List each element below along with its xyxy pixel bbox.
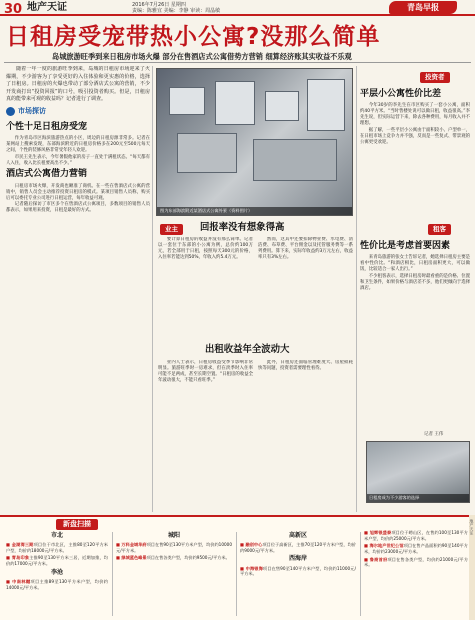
subheadline: 岛城旅游旺季到来日租房市场火爆 部分在售酒店式公寓借势方营销 细算经济账其实收益不乐观 xyxy=(52,52,352,61)
headline: 日租房受宠带热小公寓?没那么简单 xyxy=(6,24,381,50)
subtitle-income-fluctuation: 出租收益年全波动大 xyxy=(205,344,290,355)
right-column-top xyxy=(360,86,470,216)
issue-date: 2016年7月26日 星期四 xyxy=(132,2,186,8)
listing-item: ■ 旭辉银盛泰项目位于崂山区，在售约100至130平方米户型，均价约25000元/平方米。 xyxy=(364,530,468,541)
side-strip xyxy=(469,515,475,620)
paragraph: 业内人士表示，日租房收益受季节影响非常明显。旅游旺季时一房难求，但在淡季时入住率可能不足两成，甚至长期空置。“日租房的收益全年波动很大，不能只看旺季。” xyxy=(158,360,253,383)
left-column xyxy=(6,66,150,512)
section-name: 地产天证 xyxy=(27,2,67,13)
district-heading: 高新区 xyxy=(288,532,307,539)
window-shape xyxy=(169,87,205,115)
listing-item: ■ 中南林樾项目主推89至130平方米户型，均价约14000元/平方米。 xyxy=(6,578,108,590)
subtitle-daily-rental: 个性十足日租房受宠 xyxy=(6,121,88,132)
mid-column-1 xyxy=(158,237,253,337)
paragraph: 要计算日租房的收益并没有那么简单。记者以一套位于东部的小公寓为例，总价约100万元，若全部用于日租，按照每天300元的价格，入住率若能达到50%，年收入约5.4万元。 xyxy=(158,237,253,260)
tag-tenant: 租客 xyxy=(428,224,451,235)
right-column-bottom xyxy=(360,238,470,438)
subtitle-return-rate: 回报率没有想象得高 xyxy=(200,222,285,233)
column-divider xyxy=(152,66,153,512)
tag-owner: 业主 xyxy=(160,224,183,235)
column-divider xyxy=(112,532,113,616)
side-strip-label: 地产天证 xyxy=(469,519,475,535)
subtitle-cost-performance: 性价比是考虑首要因素 xyxy=(360,241,451,251)
page-header xyxy=(0,0,475,16)
column-divider xyxy=(360,532,361,616)
district-heading: 李沧 xyxy=(50,568,63,576)
paragraph: 日租房市场火爆，开发商也瞅准了商机。在一些在售酒店式公寓的营销中，销售人员会主动推荐投资日租房的模式。某项目销售人员称，购买后可以委托专业公司进行日租运营，每年收益可观。 xyxy=(6,183,150,201)
tag-bullet-icon xyxy=(6,107,15,116)
newspaper-logo: 青岛早报 xyxy=(389,1,457,14)
window-shape xyxy=(307,79,345,131)
paragraph: 然而，这其中还要扣除物业费、水电费、清洁费、布草费、平台佣金以及托管服务费等一系列费用。算下来，实际年收益约3万元左右，收益率只有3%左右。 xyxy=(258,237,353,260)
listing-item: ■ 海尔地产世纪公馆项目在售产品面积约90至140平方米，均价约23000元/平方米。 xyxy=(364,543,468,555)
photo-caption: 日租房成为不少游客的选择 xyxy=(367,494,469,502)
byline: 记者 王伟 xyxy=(424,432,444,437)
window-shape xyxy=(177,133,237,173)
listing-item: ■ 万科金域华府项目在售90至130平方米户型，均价约10000元/平方米。 xyxy=(116,542,232,553)
paragraph: 作为青岛市区海滨旅游热点的小区，周边的日租房源非常多。记者在某网站上搜索发现，东部海滨附近的日租房价格多在200元至500元每天之间，个性的装修风格非常受年轻人欢迎。 xyxy=(6,135,150,153)
window-shape xyxy=(265,91,299,121)
secondary-photo xyxy=(366,441,470,503)
listing-item: ■ 鲁商首府项目在售各类户型，均价约21000元/平方米。 xyxy=(364,556,468,568)
listing-item: ■ 中海银海项目在售90至140平方米户型，均价约11000元/平方米。 xyxy=(240,565,356,577)
subtitle-hotel-apartment: 酒店式公寓借力营销 xyxy=(6,169,88,180)
paragraph: 来青岛旅游的张女士告诉记者，她选择日租房主要是看中性价比。“和酒店相比，日租房面积更大，可以做饭，比较适合一家人出行。” xyxy=(360,255,470,273)
listings-column-4 xyxy=(364,530,468,618)
column-divider xyxy=(356,66,357,512)
paragraph: 市民王先生表示，今年暑假他家的房子一直处于满租状态。“每天都有人入住，收入比长租要高出不少。” xyxy=(6,154,150,166)
listing-item: ■ 绿城蓝色峰景项目在售各类户型，均价约9500元/平方米。 xyxy=(116,555,230,561)
paragraph: 记者随后探访了市区多个在售酒店式公寓项目，多数项目的销售人员都表示，如果用来投资，日租是最好的方式。 xyxy=(6,202,150,214)
section-tag-market: 市场探访 xyxy=(6,107,46,116)
intro-paragraph: 随着一年一度的旅游旺季到来，岛城的日租房市场迎来了火爆期，不少游客为了享受更好的入住体验和更实惠的价格，选择了日租房。日租房的火爆也带动了部分酒店式公寓的营销，不少开发商打出“投资回报”的口号，吸引投资者购买。但是，日租房真的能带来可观的收益吗？记者进行了调查。 xyxy=(6,66,150,102)
divider xyxy=(4,62,471,63)
listings-column-1 xyxy=(6,530,108,618)
new-listings-tag: 新盘扫描 xyxy=(56,519,98,530)
page-number: 30 xyxy=(4,2,23,17)
district-heading: 市北 xyxy=(50,532,63,539)
window-shape xyxy=(215,81,255,125)
paragraph: 今年30岁的李先生在市区购买了一套小公寓，面积约40平方米。“当时售楼处说可以做日租，收益很高。”李先生说，但实际运营下来，除去各种费用，每月收入并不理想。 xyxy=(360,103,470,126)
paragraph: 此外，日租房还面临管理难度大、房屋损耗快等问题，投资者需要理性看待。 xyxy=(258,360,353,371)
mid-column-2 xyxy=(258,237,353,337)
district-heading: 城阳 xyxy=(167,532,180,539)
paragraph: 据了解，一些平层小公寓由于面积较小、户型单一，在日租市场上竞争力并不强，反而是一些复式、带景观的公寓更受欢迎。 xyxy=(360,127,470,145)
listings-column-3 xyxy=(240,530,356,618)
listings-column-2 xyxy=(116,530,232,618)
paragraph: 不少租客表示，选择日租房时最看重的是价格、位置和卫生条件，如果价格与酒店差不多，他们更倾向于选择酒店。 xyxy=(360,273,470,291)
district-heading: 西海岸 xyxy=(288,555,307,563)
listing-item: ■ 金湖湾三期项目位于市北区，主推80至120平方米户型，均价约18000元/平方米。 xyxy=(6,542,108,553)
article-photo xyxy=(156,68,353,216)
mid-column-4 xyxy=(258,360,353,510)
editorial-staff: 责编：陈雅宜 美编：李静 审读：周晶敏 xyxy=(132,8,221,14)
photo-caption: 图为东部海滨附近某酒店式公寓外景（资料图片） xyxy=(157,207,352,215)
subtitle-flat-apartment: 平层小公寓性价比差 xyxy=(360,89,442,99)
window-shape xyxy=(253,139,337,181)
listing-item: ■ 青岛印象主推90至130平方米三居，近期加推，均价约17000元/平方米。 xyxy=(6,555,108,567)
listing-item: ■ 融创中心项目位于高新区，主推70至120平方米户型，均价约9000元/平方米。 xyxy=(240,542,356,553)
tag-investor: 投资者 xyxy=(420,72,450,83)
column-divider xyxy=(236,532,237,616)
mid-column-3 xyxy=(158,360,253,510)
